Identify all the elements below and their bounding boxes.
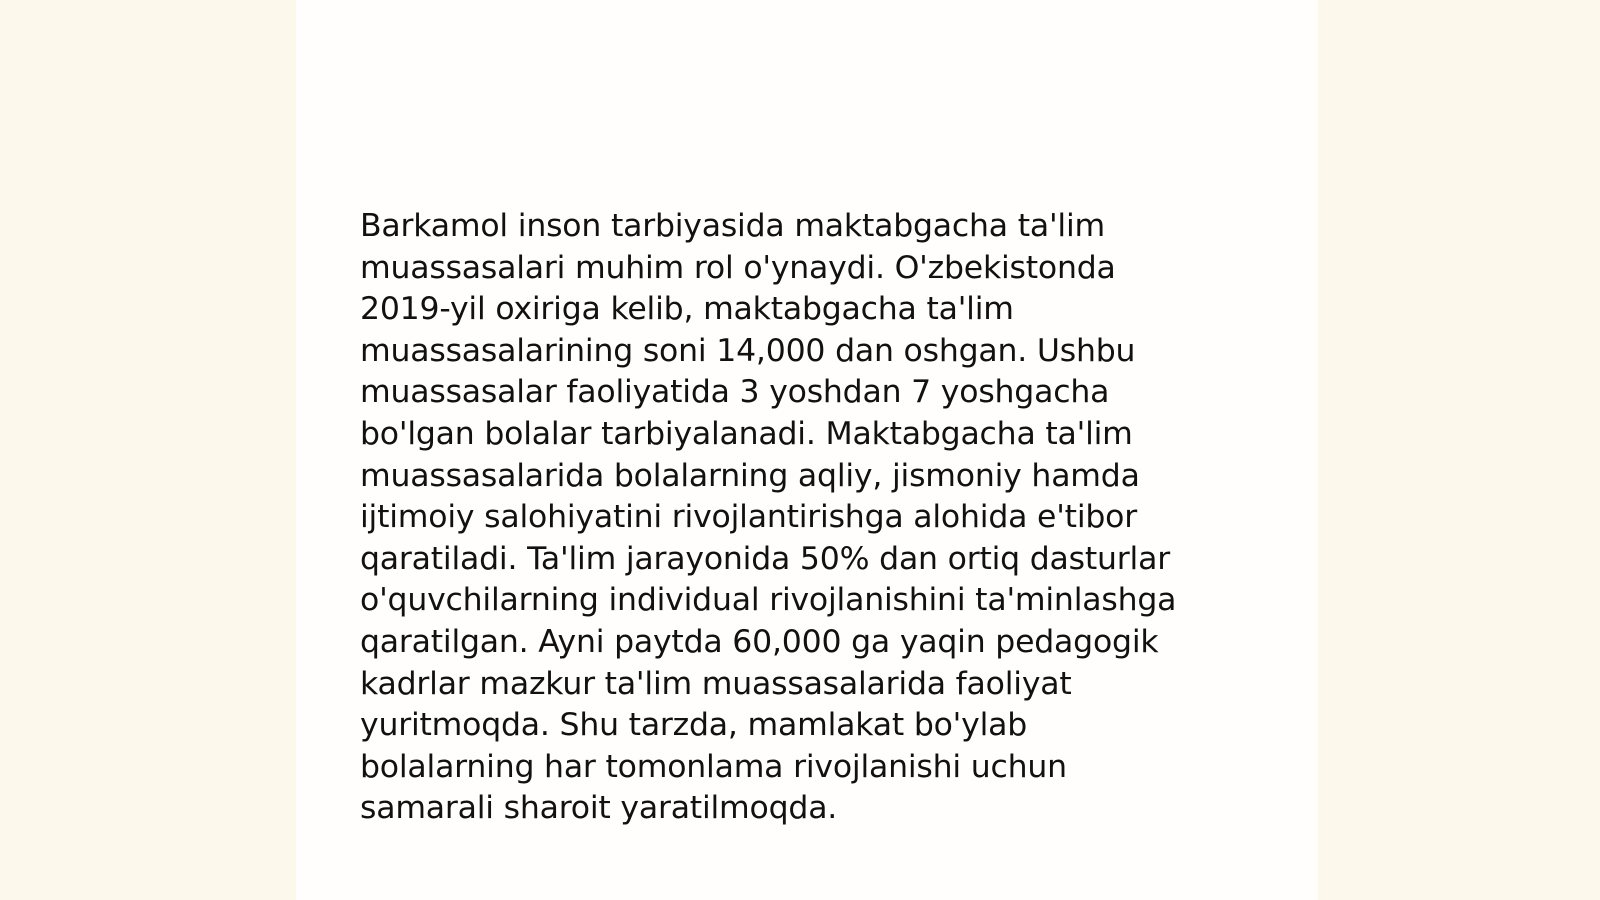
- paragraph-line: muassasalar faoliyatida 3 yoshdan 7 yoshgacha: [360, 374, 1110, 411]
- document-page: [296, 0, 1318, 900]
- paragraph-line: samarali sharoit yaratilmoqda.: [360, 790, 838, 827]
- paragraph-line: o'quvchilarning individual rivojlanishini ta'minlashga: [360, 582, 1177, 619]
- paragraph-line: Barkamol inson tarbiyasida maktabgacha ta'lim: [360, 208, 1106, 244]
- paragraph-line: muassasalari muhim rol o'ynaydi. O'zbekistonda: [360, 249, 1116, 286]
- paragraph-line: bolalarning har tomonlama rivojlanishi uchun: [360, 748, 1067, 785]
- paragraph-line: ijtimoiy salohiyatini rivojlantirishga alohida e'tibor: [360, 499, 1137, 536]
- paragraph-line: qaratilgan. Ayni paytda 60,000 ga yaqin pedagogik: [360, 623, 1159, 660]
- body-paragraph: [360, 206, 1240, 830]
- paragraph-line: muassasalarining soni 14,000 dan oshgan. Ushbu: [360, 332, 1136, 369]
- paragraph-line: muassasalarida bolalarning aqliy, jismoniy hamda: [360, 457, 1140, 494]
- paragraph-line: bo'lgan bolalar tarbiyalanadi. Maktabgacha ta'lim: [360, 415, 1133, 452]
- paragraph-line: yuritmoqda. Shu tarzda, mamlakat bo'ylab: [360, 707, 1028, 744]
- paragraph-line: qaratiladi. Ta'lim jarayonida 50% dan ortiq dasturlar: [360, 540, 1170, 577]
- paragraph-line: kadrlar mazkur ta'lim muassasalarida faoliyat: [360, 665, 1072, 702]
- paragraph-line: 2019-yil oxiriga kelib, maktabgacha ta'lim: [360, 291, 1014, 328]
